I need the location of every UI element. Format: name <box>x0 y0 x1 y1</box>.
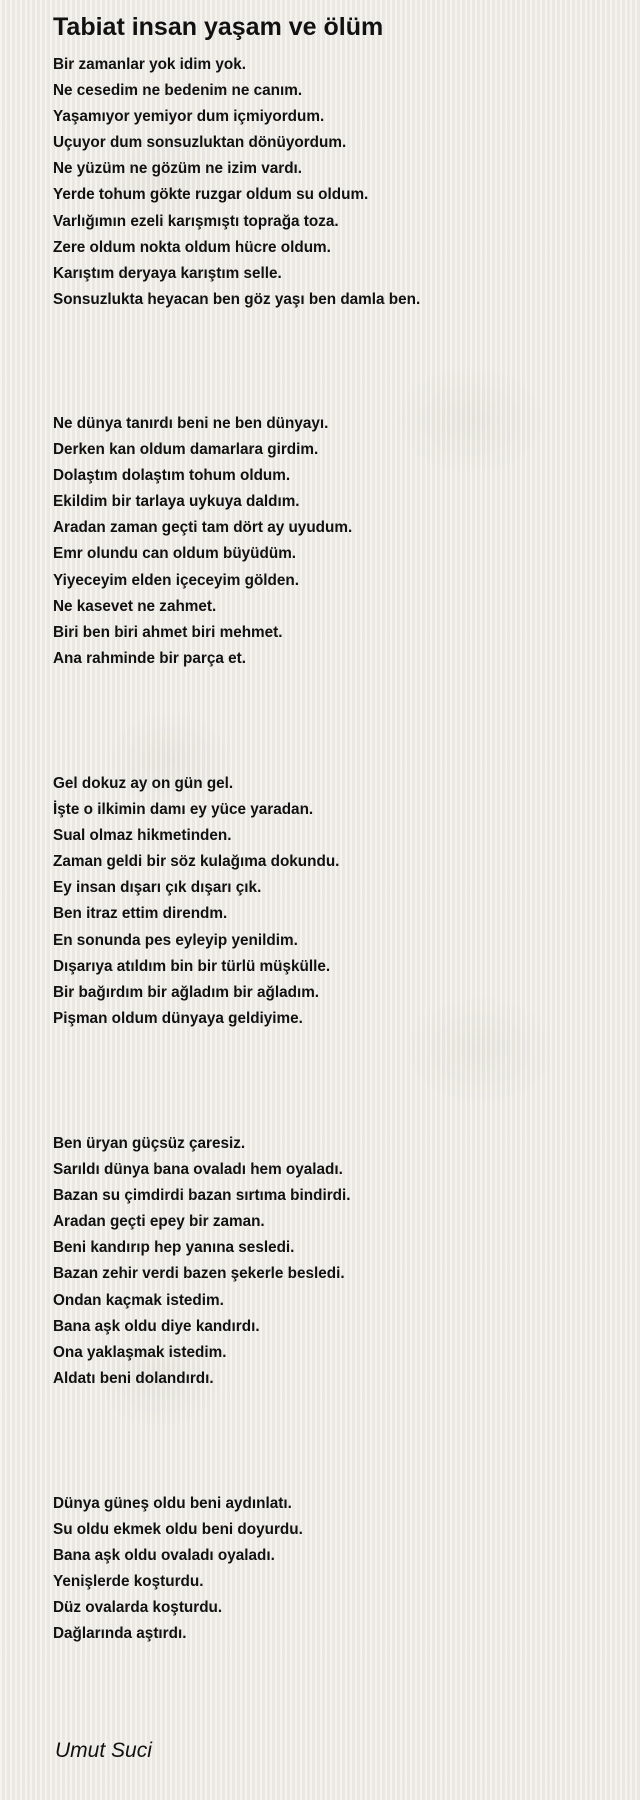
stanza-5 <box>53 1491 613 1648</box>
poem-line: Ondan kaçmak istedim. <box>53 1291 224 1309</box>
poem-line: Ben üryan güçsüz çaresiz. <box>53 1135 246 1152</box>
poem-line: Yenişlerde koşturdu. <box>53 1573 204 1591</box>
poem-line: Bazan zehir verdi bazen şekerle besledi. <box>53 1265 345 1283</box>
poem-line: Bir zamanlar yok idim yok. <box>53 56 246 73</box>
poem-line: Biri ben biri ahmet biri mehmet. <box>53 623 283 641</box>
poem-line: Dışarıya atıldım bin bir türlü müşkülle. <box>53 957 331 975</box>
poem-line: En sonunda pes eyleyip yenildim. <box>53 931 298 949</box>
poem-line: Ne cesedim ne bedenim ne canım. <box>53 82 303 100</box>
poem-line: İşte o ilkimin damı ey yüce yaradan. <box>53 801 314 819</box>
poem-author: Umut Suci <box>55 1739 152 1762</box>
poem-line: Zaman geldi bir söz kulağıma dokundu. <box>53 853 340 871</box>
poem-line: Ne yüzüm ne gözüm ne izim vardı. <box>53 160 303 178</box>
poem-line: Yerde tohum gökte ruzgar oldum su oldum. <box>53 186 369 204</box>
poem-line: Bir bağırdım bir ağladım bir ağladım. <box>53 983 320 1001</box>
poem-line: Bana aşk oldu ovaladı oyaladı. <box>53 1547 275 1565</box>
poem-line: Su oldu ekmek oldu beni doyurdu. <box>53 1521 303 1539</box>
poem-line: Dağlarında aştırdı. <box>53 1625 187 1643</box>
poem-line: Dünya güneş oldu beni aydınlatı. <box>53 1495 292 1512</box>
stanza-2 <box>53 411 613 672</box>
poem-line: Varlığımın ezeli karışmıştı toprağa toza. <box>53 212 339 230</box>
poem-line: Gel dokuz ay on gün gel. <box>53 775 234 792</box>
poem-line: Aradan zaman geçti tam dört ay uyudum. <box>53 519 353 537</box>
poem-line: Karıştım deryaya karıştım selle. <box>53 264 282 282</box>
poem-title: Tabiat insan yaşam ve ölüm <box>53 13 384 41</box>
poem-line: Emr olundu can oldum büyüdüm. <box>53 545 297 563</box>
poem-line: Beni kandırıp hep yanına sesledi. <box>53 1239 295 1257</box>
poem-line: Düz ovalarda koşturdu. <box>53 1599 223 1617</box>
poem-line: Aradan geçti epey bir zaman. <box>53 1213 265 1231</box>
poem-line: Bazan su çimdirdi bazan sırtıma bindirdi. <box>53 1187 351 1205</box>
poem-line: Zere oldum nokta oldum hücre oldum. <box>53 238 331 256</box>
poem-line: Ey insan dışarı çık dışarı çık. <box>53 879 262 897</box>
poem-line: Sual olmaz hikmetinden. <box>53 827 232 845</box>
poem-line: Ne kasevet ne zahmet. <box>53 597 217 615</box>
poem-line: Bana aşk oldu diye kandırdı. <box>53 1317 260 1335</box>
poem-line: Sonsuzlukta heyacan ben göz yaşı ben damla ben. <box>53 290 421 308</box>
poem-line: Derken kan oldum damarlara girdim. <box>53 441 319 459</box>
poem-line: Yiyeceyim elden içeceyim gölden. <box>53 571 299 589</box>
poem-line: Sarıldı dünya bana ovaladı hem oyaladı. <box>53 1161 343 1179</box>
poem-line: Ne dünya tanırdı beni ne ben dünyayı. <box>53 415 329 432</box>
poem-line: Ekildim bir tarlaya uykuya daldım. <box>53 493 300 511</box>
poem-line: Aldatı beni dolandırdı. <box>53 1369 214 1387</box>
poem-line: Dolaştım dolaştım tohum oldum. <box>53 467 291 485</box>
stanza-3 <box>53 771 613 1032</box>
stanza-1 <box>53 52 613 313</box>
poem-line: Ben itraz ettim direndm. <box>53 905 228 923</box>
poem-line: Yaşamıyor yemiyor dum içmiyordum. <box>53 108 325 126</box>
poem-line: Ana rahminde bir parça et. <box>53 649 246 667</box>
poem-line: Uçuyor dum sonsuzluktan dönüyordum. <box>53 134 347 152</box>
poem-line: Pişman oldum dünyaya geldiyime. <box>53 1009 303 1027</box>
stanza-4 <box>53 1131 613 1392</box>
poem-line: Ona yaklaşmak istedim. <box>53 1343 227 1361</box>
